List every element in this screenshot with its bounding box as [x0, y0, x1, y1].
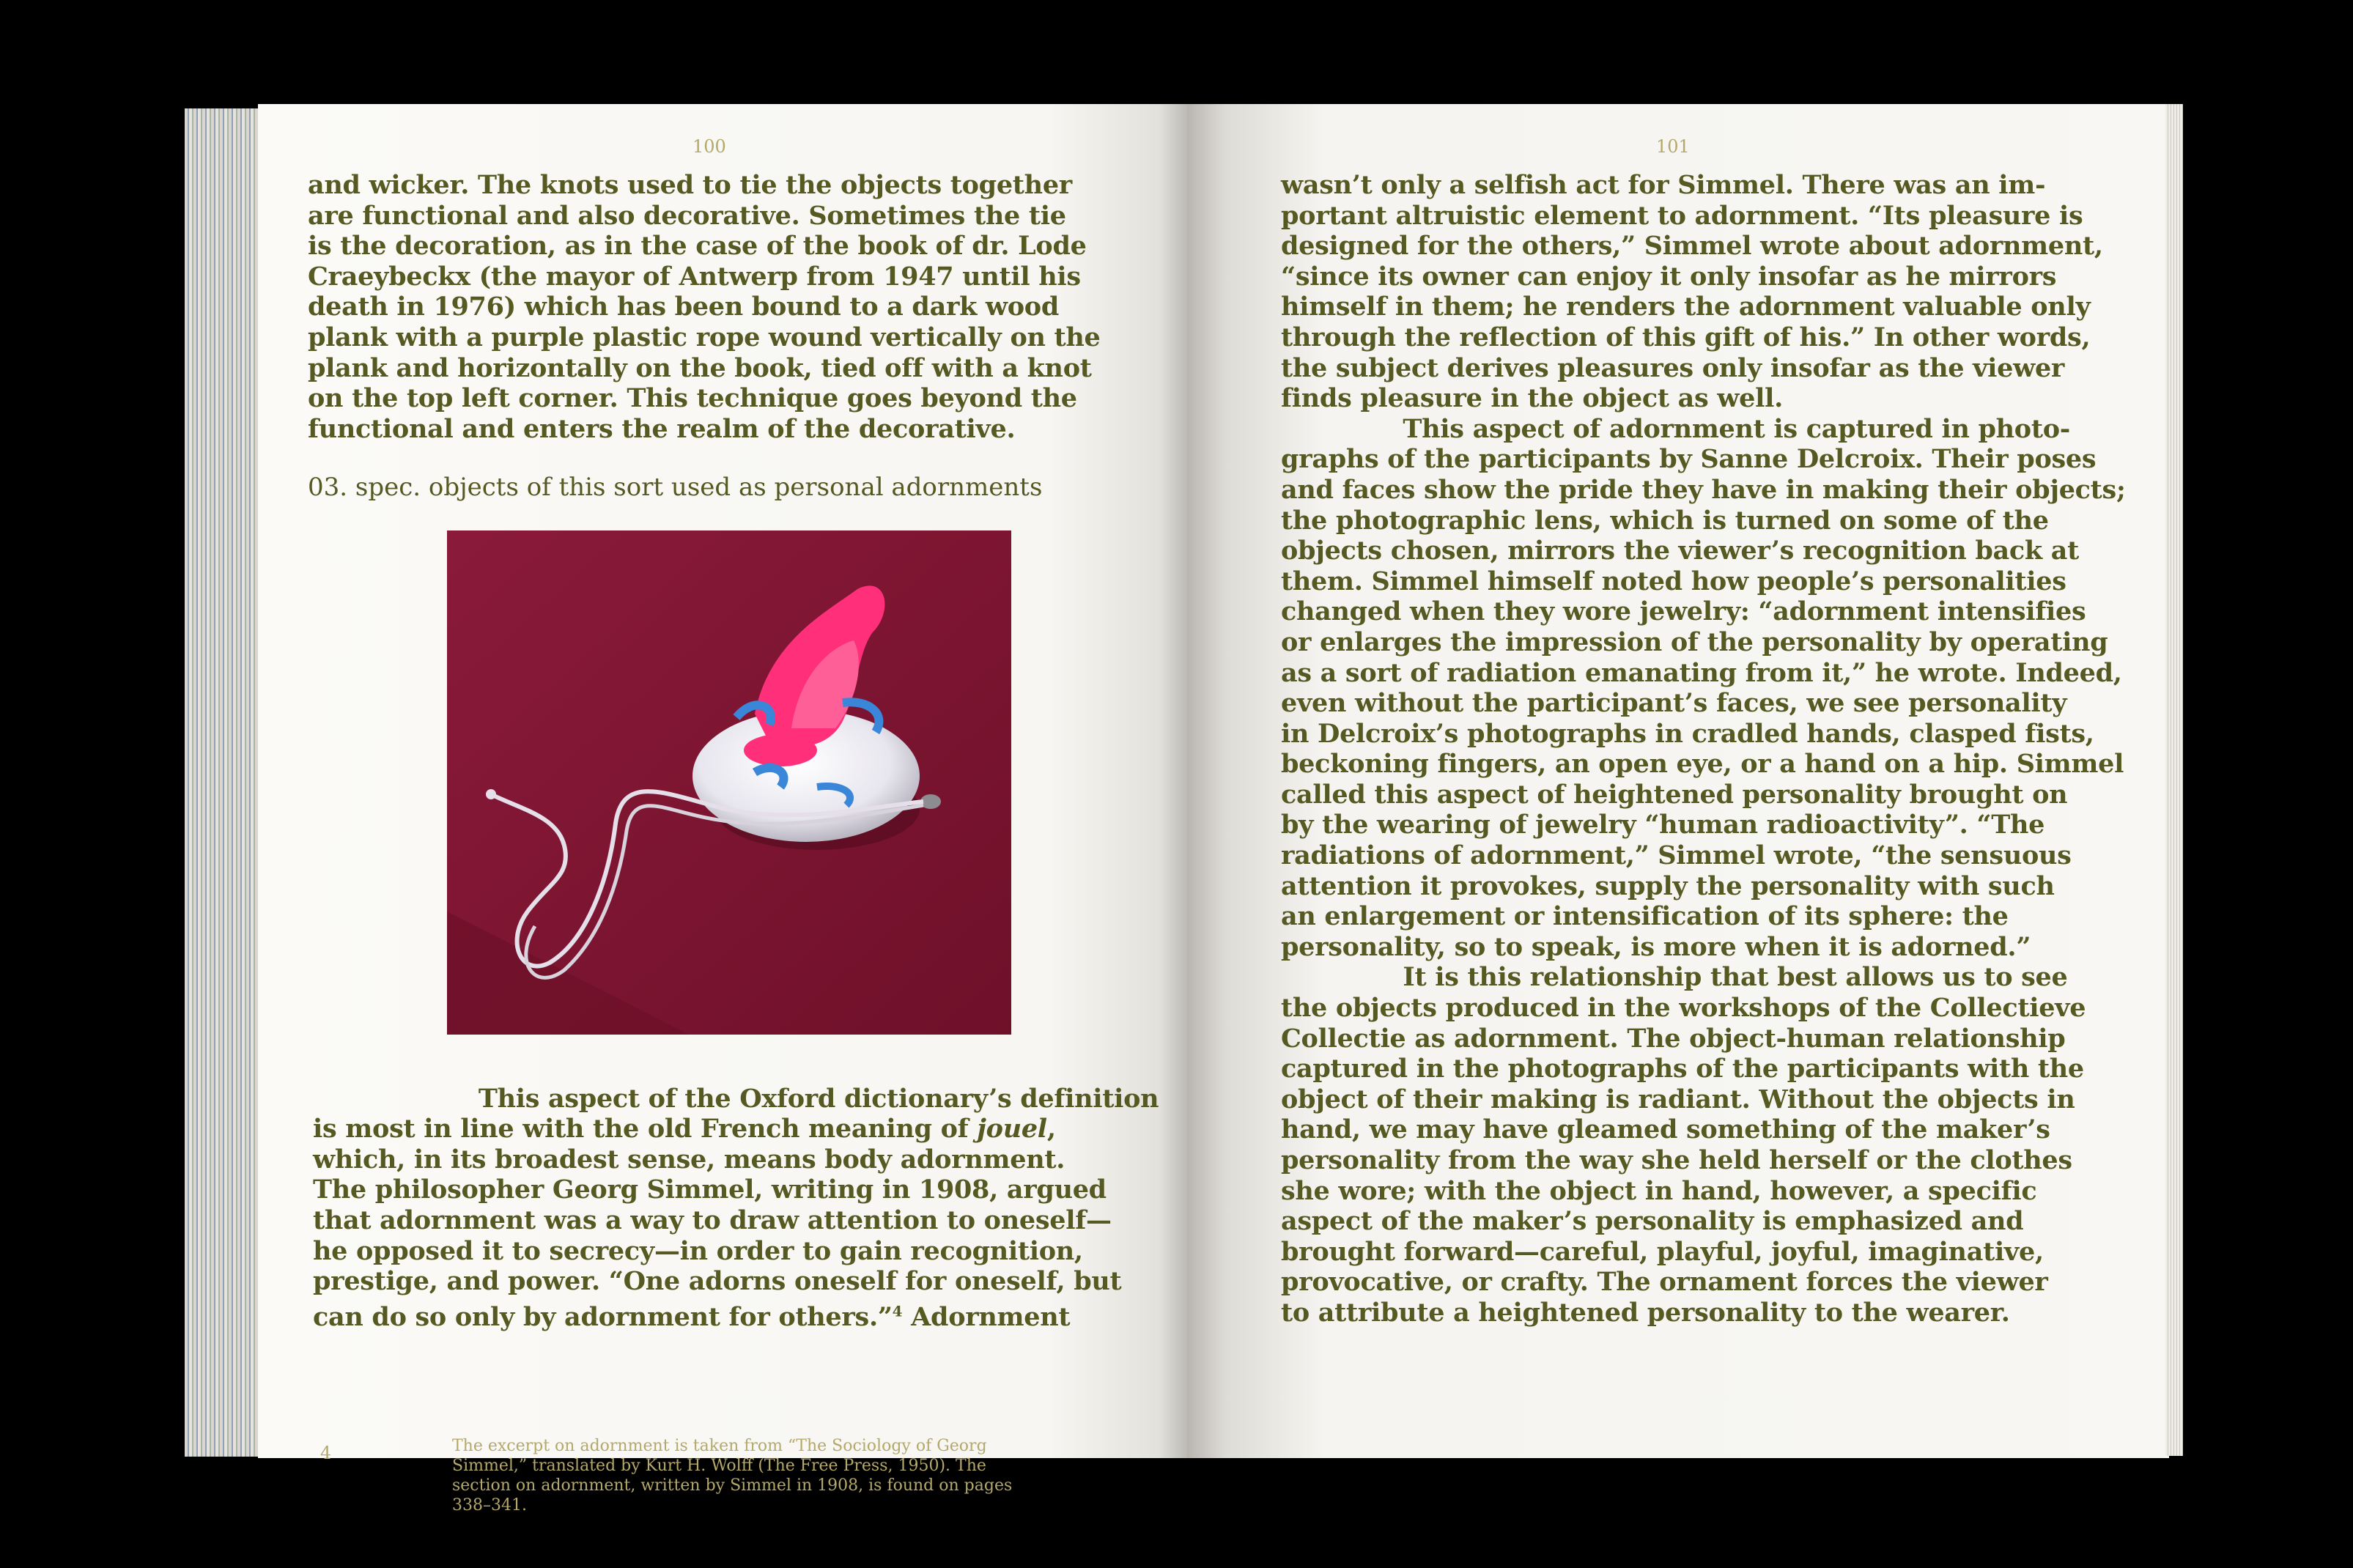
- paragraph-line: aspect of the maker’s personality is emphasized and: [1281, 1206, 2024, 1237]
- photo-illustration: [447, 530, 1011, 1035]
- paragraph-line: changed when they wore jewelry: “adornment intensifies: [1281, 596, 2086, 627]
- paragraph-line: through the reflection of this gift of his.” In other words,: [1281, 322, 2091, 352]
- italic-term: jouel: [977, 1114, 1047, 1144]
- paragraph-line: portant altruistic element to adornment. “Its pleasure is: [1281, 200, 2083, 231]
- paragraph-lines: [313, 1144, 1121, 1296]
- footnote-line: 338–341.: [452, 1496, 527, 1515]
- paragraph-line: brought forward—careful, playful, joyful, imaginative,: [1281, 1236, 2044, 1267]
- line-text: can do so only by adornment for others.”: [313, 1302, 893, 1333]
- paragraph-line: graphs of the participants by Sanne Delcroix. Their poses: [1281, 444, 2097, 475]
- paragraph-line: the objects produced in the workshops of the Collectieve: [1281, 993, 2086, 1024]
- paragraph-line: “since its owner can enjoy it only insofar as he mirrors: [1281, 261, 2057, 292]
- paragraph-line: himself in them; he renders the adornment valuable only: [1281, 292, 2091, 322]
- paragraph-line: or enlarges the impression of the personality by operating: [1281, 626, 2108, 657]
- footnote-line: Simmel,” translated by Kurt H. Wolff (The Free Press, 1950). The: [452, 1457, 986, 1475]
- paragraph-line: personality, so to speak, is more when it is adorned.”: [1281, 931, 2031, 962]
- right-page: [1187, 104, 2169, 1458]
- paragraph-line: Craeybeckx (the mayor of Antwerp from 1947 until his: [308, 261, 1081, 292]
- paragraph-line: death in 1976) which has been bound to a dark wood: [308, 292, 1060, 322]
- footnote-marker: 4: [320, 1443, 332, 1463]
- left-page: [258, 104, 1187, 1515]
- paragraph-line: personality from the way she held herself or the clothes: [1281, 1145, 2072, 1175]
- paragraph-line: radiations of adornment,” Simmel wrote, “the sensuous: [1281, 840, 2072, 871]
- paragraph-main: [1281, 170, 2126, 1328]
- paragraph-line: object of their making is radiant. Without the objects in: [1281, 1084, 2075, 1114]
- paragraph-line: as a sort of radiation emanating from it,” he wrote. Indeed,: [1281, 657, 2122, 688]
- paragraph-line: designed for the others,” Simmel wrote about adornment,: [1281, 231, 2103, 262]
- paragraph-line: is the decoration, as in the case of the book of dr. Lode: [308, 231, 1087, 262]
- paragraph-line: he opposed it to secrecy—in order to gain recognition,: [313, 1235, 1083, 1266]
- paragraph-line: attention it provokes, supply the personality with such: [1281, 870, 2055, 901]
- photo-adornment-object: [447, 530, 1011, 1035]
- paragraph-line: hand, we may have gleamed something of the maker’s: [1281, 1114, 2050, 1145]
- page-number: 100: [692, 136, 726, 157]
- paragraph-line: an enlargement or intensification of its sphere: the: [1281, 901, 2009, 932]
- paragraph-bottom: [313, 1053, 1159, 1364]
- paragraph-line: It is this relationship that best allows us to see: [1281, 962, 2068, 993]
- section-heading: 03. spec. objects of this sort used as personal adornments: [308, 473, 1043, 502]
- footnote-line: section on adornment, written by Simmel in 1908, is found on pages: [452, 1476, 1013, 1495]
- paragraph-line: she wore; with the object in hand, however, a specific: [1281, 1175, 2037, 1206]
- paragraph-line: prestige, and power. “One adorns oneself for oneself, but: [313, 1266, 1122, 1297]
- page-number: 101: [1656, 136, 1690, 157]
- paragraph-line: wasn’t only a selfish act for Simmel. There was an im-: [1281, 170, 2046, 200]
- paragraph-line: plank and horizontally on the book, tied off with a knot: [308, 352, 1092, 383]
- paragraph-line: that adornment was a way to draw attention to oneself—: [313, 1205, 1112, 1235]
- paragraph-line: which, in its broadest sense, means body adornment.: [313, 1144, 1065, 1175]
- paragraph-line: them. Simmel himself noted how people’s personalities: [1281, 566, 2066, 596]
- paragraph-line: provocative, or crafty. The ornament forces the viewer: [1281, 1267, 2048, 1298]
- paragraph-line: and wicker. The knots used to tie the objects together: [308, 170, 1072, 200]
- paragraph-line: in Delcroix’s photographs in cradled hands, clasped fists,: [1281, 718, 2094, 749]
- line-text: ,: [1046, 1114, 1056, 1144]
- paragraph-line: to attribute a heightened personality to the wearer.: [1281, 1297, 2010, 1328]
- page-edges-right: [2165, 104, 2183, 1456]
- paragraph-line: even without the participant’s faces, we see personality: [1281, 688, 2067, 719]
- paragraph-top: [308, 170, 1101, 444]
- paragraph-line: Collectie as adornment. The object-human relationship: [1281, 1023, 2066, 1054]
- paragraph-line: [313, 1302, 1070, 1332]
- line-text: Adornment: [902, 1302, 1071, 1333]
- paragraph-line: beckoning fingers, an open eye, or a hand on a hip. Simmel: [1281, 749, 2124, 780]
- page-edges-left: [185, 108, 258, 1457]
- paragraph-line: This aspect of the Oxford dictionary’s definition: [347, 1083, 1159, 1114]
- paragraph-line: finds pleasure in the object as well.: [1281, 383, 1783, 414]
- footnote-reference: 4: [892, 1302, 903, 1320]
- paragraph-line: are functional and also decorative. Sometimes the tie: [308, 200, 1066, 231]
- paragraph-line: functional and enters the realm of the decorative.: [308, 413, 1016, 444]
- paragraph-line: the subject derives pleasures only insofar as the viewer: [1281, 352, 2065, 383]
- footnote-line: The excerpt on adornment is taken from “The Sociology of Georg: [452, 1437, 987, 1455]
- line-text: is most in line with the old French meaning of: [313, 1114, 978, 1144]
- paragraph-line: objects chosen, mirrors the viewer’s recognition back at: [1281, 536, 2080, 566]
- paragraph-line: called this aspect of heightened personality brought on: [1281, 779, 2068, 810]
- paragraph-line: This aspect of adornment is captured in photo-: [1281, 413, 2070, 444]
- paragraph-line: by the wearing of jewelry “human radioactivity”. “The: [1281, 810, 2045, 840]
- paragraph-line: The philosopher Georg Simmel, writing in 1908, argued: [313, 1175, 1107, 1205]
- paragraph-line: captured in the photographs of the participants with the: [1281, 1054, 2084, 1084]
- paragraph-line: and faces show the pride they have in making their objects;: [1281, 474, 2126, 505]
- paragraph-line: the photographic lens, which is turned on some of the: [1281, 505, 2049, 536]
- paragraph-line: on the top left corner. This technique goes beyond the: [308, 383, 1077, 414]
- paragraph-line: plank with a purple plastic rope wound vertically on the: [308, 322, 1101, 352]
- paragraph-line: [313, 1114, 1056, 1144]
- footnote-text: [452, 1436, 1012, 1515]
